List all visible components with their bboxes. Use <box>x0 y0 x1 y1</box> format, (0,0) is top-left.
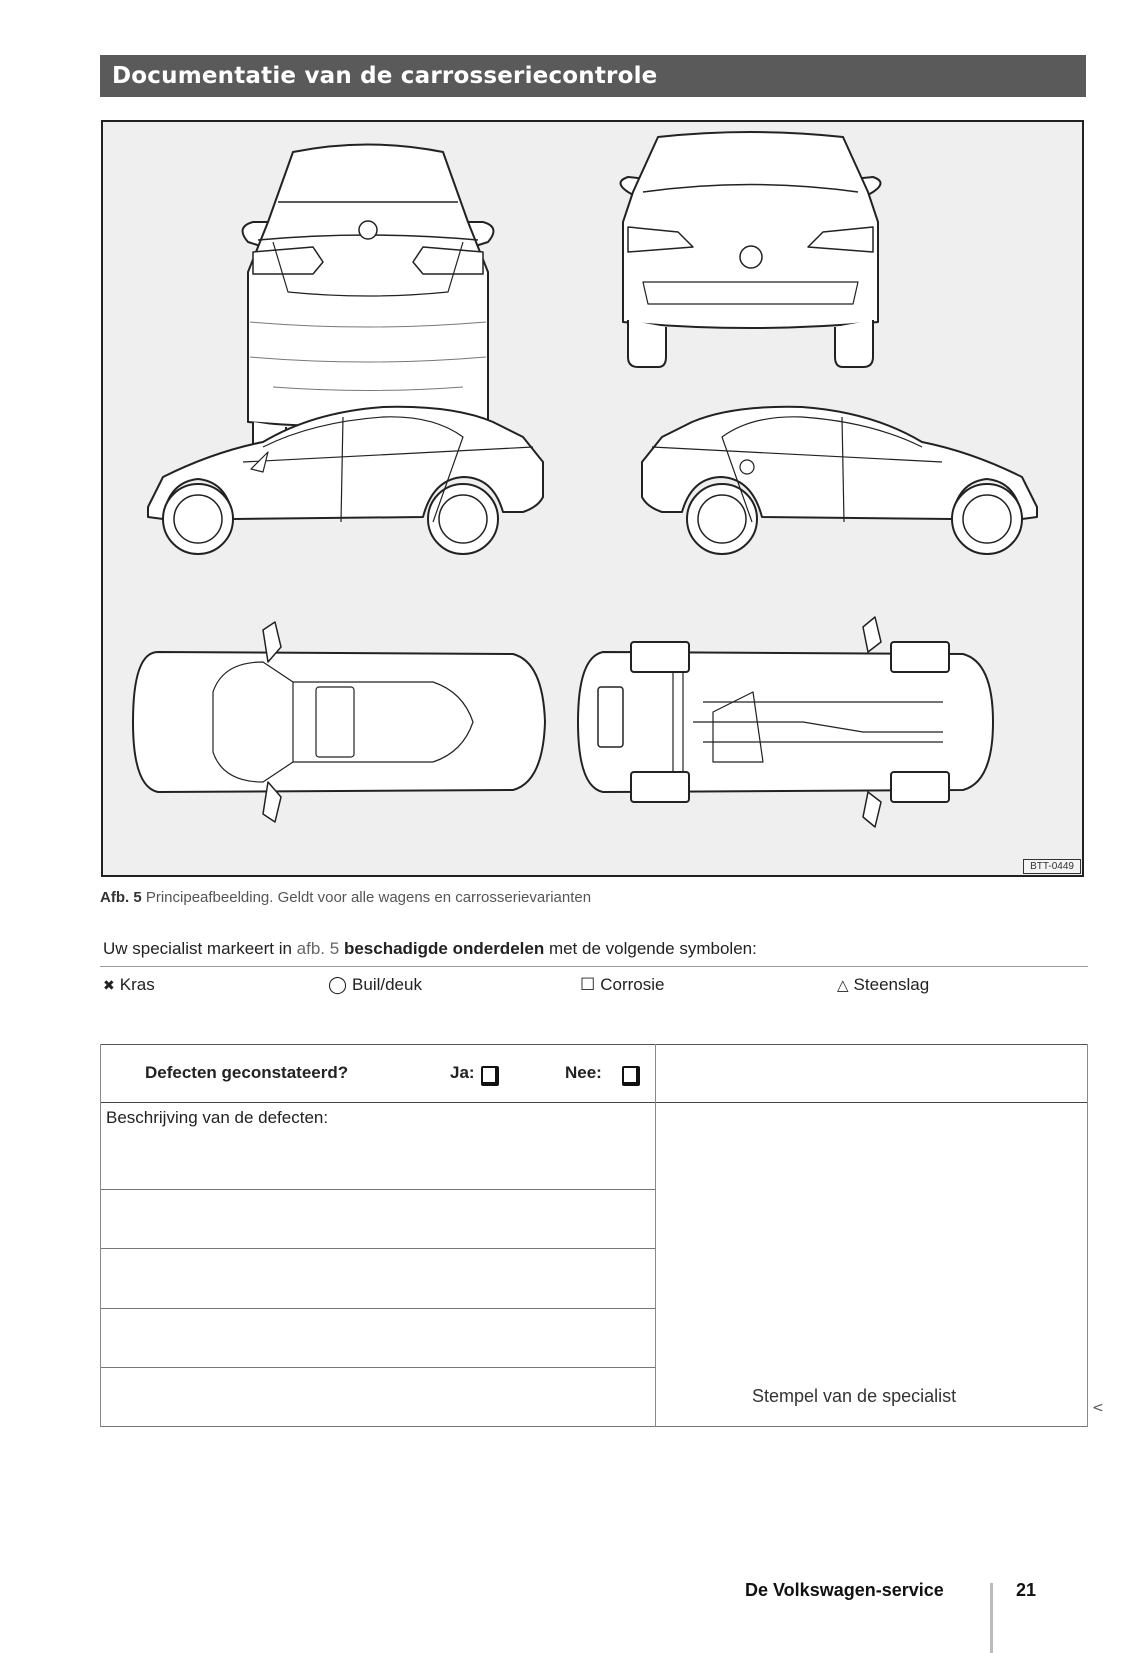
figure-caption <box>100 889 591 906</box>
table-border <box>100 1426 1088 1427</box>
footer-section-title: De Volkswagen-service <box>745 1580 944 1600</box>
caption-text: Principeafbeelding. Geldt voor alle wagens en carrosserievarianten <box>145 889 592 906</box>
cross-icon: ✖ <box>103 977 115 993</box>
car-diagram-drawing <box>103 122 1082 875</box>
table-border <box>100 1044 101 1427</box>
description-line[interactable] <box>100 1308 655 1309</box>
table-border <box>1087 1044 1088 1427</box>
symbol-label: Corrosie <box>600 975 665 994</box>
table-border <box>100 1044 1088 1045</box>
car-diagram-figure <box>101 120 1084 877</box>
no-label: Nee: <box>565 1063 602 1082</box>
front-view <box>621 132 881 367</box>
symbol-label: Buil/deuk <box>352 975 422 994</box>
description-line[interactable] <box>100 1367 655 1368</box>
instruction-emphasis: beschadigde onderdelen <box>339 939 545 958</box>
stamp-label: Stempel van de specialist <box>752 1386 957 1406</box>
symbol-label: Kras <box>119 975 155 994</box>
underbody-view <box>578 617 993 827</box>
stamp-area[interactable] <box>656 1103 1086 1425</box>
circle-icon: ◯ <box>328 975 348 994</box>
symbol-steenslag <box>837 975 929 995</box>
defects-question-label: Defecten geconstateerd? <box>145 1063 349 1082</box>
page-title: Documentatie van de carrosseriecontrole <box>100 55 1086 97</box>
no-checkbox[interactable] <box>622 1066 640 1086</box>
instruction-part: met de volgende symbolen: <box>544 939 757 958</box>
footer-divider <box>990 1583 993 1653</box>
top-view <box>133 622 545 822</box>
instruction-text <box>103 939 757 959</box>
description-line[interactable] <box>100 1189 655 1190</box>
right-side-view <box>642 407 1037 554</box>
yes-label: Ja: <box>450 1063 475 1082</box>
instruction-part: Uw specialist markeert in <box>103 939 297 958</box>
caption-label: Afb. 5 <box>100 889 142 906</box>
square-icon: ☐ <box>580 975 596 994</box>
symbol-kras <box>103 975 155 995</box>
symbol-corrosie <box>580 975 665 995</box>
description-label: Beschrijving van de defecten: <box>106 1108 329 1127</box>
figure-code-label: BTT-0449 <box>1023 859 1081 874</box>
figure-reference: afb. 5 <box>296 939 340 958</box>
left-side-view <box>148 407 543 554</box>
margin-mark: < <box>1092 1400 1104 1416</box>
symbol-buil-deuk <box>328 975 422 995</box>
divider <box>100 966 1088 967</box>
symbol-label: Steenslag <box>853 975 930 994</box>
page-number: 21 <box>1016 1580 1037 1600</box>
triangle-icon: △ <box>837 977 849 994</box>
yes-checkbox[interactable] <box>481 1066 499 1086</box>
description-line[interactable] <box>100 1248 655 1249</box>
